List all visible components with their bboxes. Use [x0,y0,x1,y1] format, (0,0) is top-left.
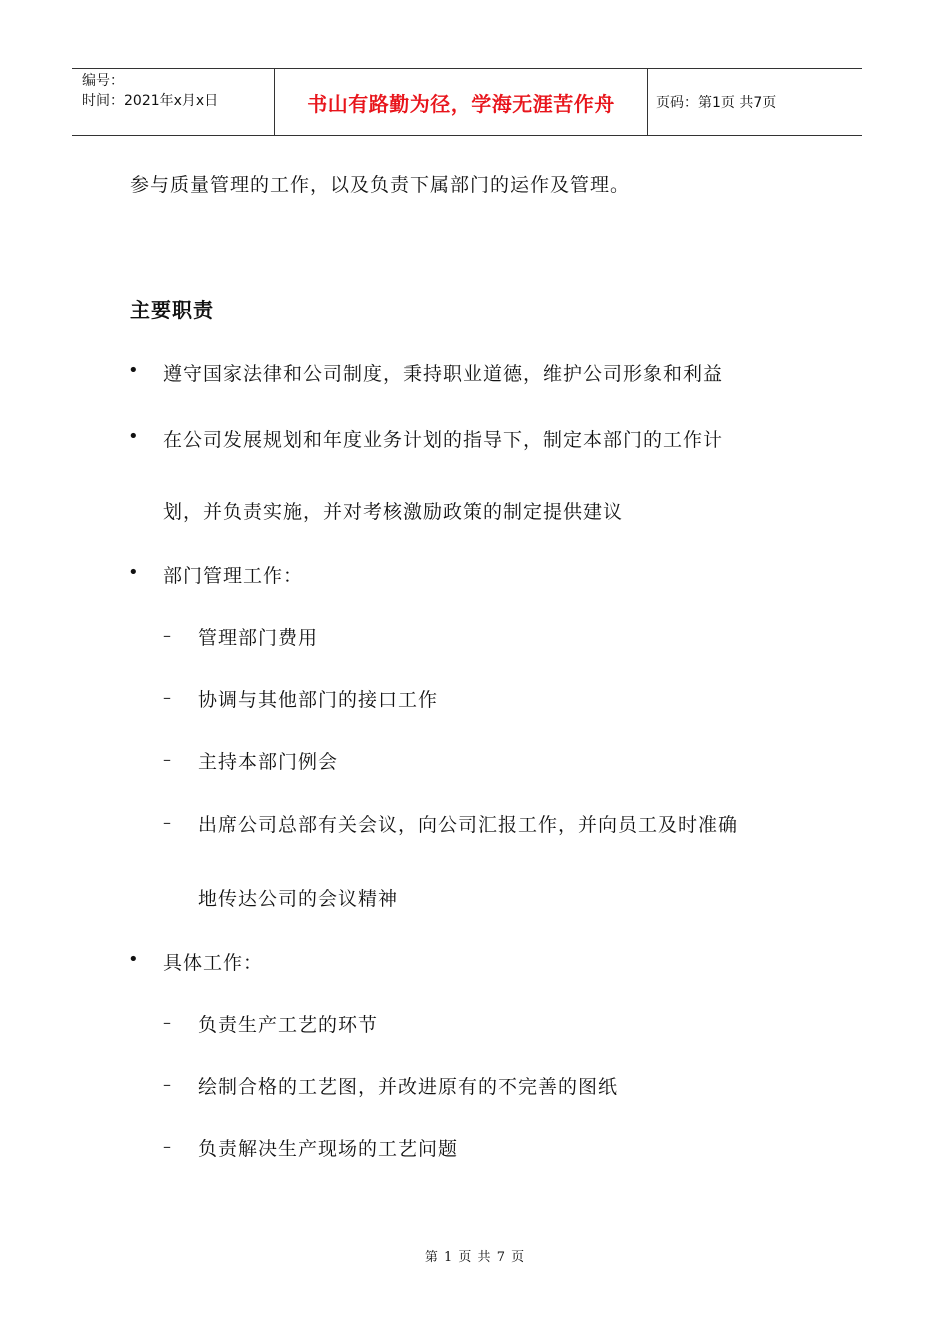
document-header [72,68,862,136]
dash-icon: – [163,626,171,645]
bullet-text-continued: 划，并负责实施，并对考核激励政策的制定提供建议 [163,501,624,523]
sub-item-text: 管理部门费用 [198,627,319,649]
dash-icon: – [163,688,171,707]
bullet-text: 在公司发展规划和年度业务计划的指导下，制定本部门的工作计 [163,429,724,451]
serial-number-label: 编号： [82,73,124,89]
sub-item-text-continued: 地传达公司的会议精神 [198,888,399,910]
sub-item-text: 主持本部门例会 [198,751,339,773]
header-meta [72,69,274,135]
bullet-text: 部门管理工作： [163,565,304,587]
bullet-icon: • [128,360,139,381]
page-footer: 第 1 页 共 7 页 [424,1250,526,1265]
header-motto: 书山有路勤为径，学海无涯苦作舟 [274,69,648,135]
bullet-icon: • [128,562,139,583]
sub-item-text: 出席公司总部有关会议，向公司汇报工作，并向员工及时准确 [198,814,739,836]
bullet-icon: • [128,949,139,970]
dash-icon: – [163,1137,171,1156]
intro-paragraph: 参与质量管理的工作，以及负责下属部门的运作及管理。 [130,174,631,196]
dash-icon: – [163,1075,171,1094]
dash-icon: – [163,750,171,769]
sub-item-text: 负责生产工艺的环节 [198,1014,379,1036]
bullet-text: 具体工作： [163,952,264,974]
date-label: 时间：2021年x月x日 [82,93,219,109]
dash-icon: – [163,1013,171,1032]
bullet-text: 遵守国家法律和公司制度，秉持职业道德，维护公司形象和利益 [163,363,724,385]
sub-item-text: 绘制合格的工艺图，并改进原有的不完善的图纸 [198,1076,619,1098]
header-page-info: 页码：第1页 共7页 [656,95,777,111]
sub-item-text: 负责解决生产现场的工艺问题 [198,1138,459,1160]
bullet-icon: • [128,426,139,447]
section-title: 主要职责 [130,298,214,322]
dash-icon: – [163,813,171,832]
sub-item-text: 协调与其他部门的接口工作 [198,689,439,711]
